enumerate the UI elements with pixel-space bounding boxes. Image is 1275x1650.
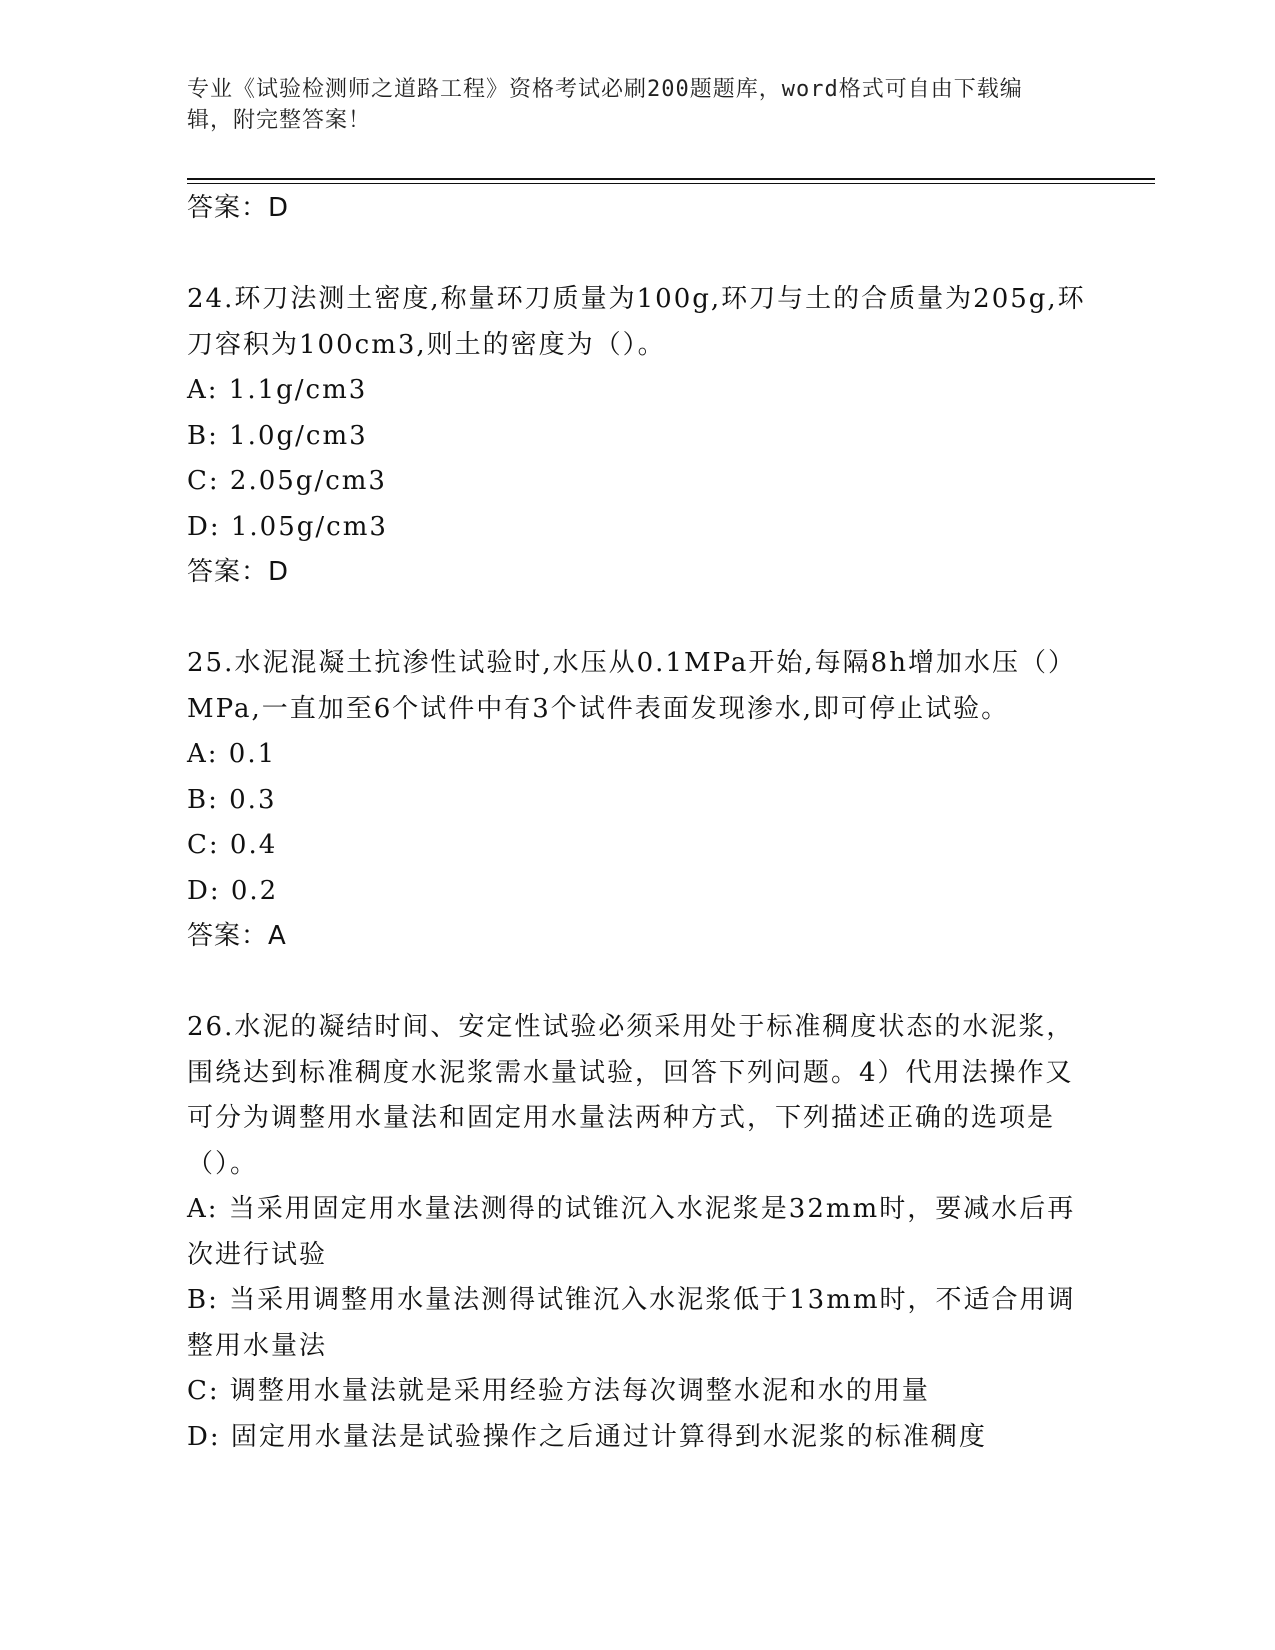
option-d: D: 1.05g/cm3 [187,511,388,542]
option-b: B: 0.3 [187,784,277,815]
question-text: 25.水泥混凝土抗渗性试验时,水压从0.1MPa开始,每隔8h增加水压（）MPa,一直加至6个试件中有3个试件表面发现渗水,即可停止试验。 [187,648,1076,724]
question-list [187,186,1087,1460]
option-c: C: 0.4 [187,830,278,860]
option-c: C: 调整用水量法就是采用经验方法每次调整水泥和水的用量 [187,1376,930,1406]
option-b: B: 当采用调整用水量法测得试锥沉入水泥浆低于13mm时，不适合用调整用水量法 [187,1285,1076,1361]
answer-label: 答案：D [187,557,290,587]
question-24 [187,277,1087,596]
question-26 [187,1005,1087,1460]
option-a: A: 0.1 [187,739,277,769]
header-divider [187,178,1155,180]
option-d: D: 固定用水量法是试验操作之后通过计算得到水泥浆的标准稠度 [187,1421,987,1452]
previous-answer: 答案：D [187,193,290,223]
header-divider-thin [187,183,1155,184]
option-c: C: 2.05g/cm3 [187,466,387,496]
page-header: 专业《试验检测师之道路工程》资格考试必刷200题题库，word格式可自由下载编辑，附完整答案！ [187,77,1023,133]
option-b: B: 1.0g/cm3 [187,420,368,451]
question-text: 26.水泥的凝结时间、安定性试验必须采用处于标准稠度状态的水泥浆，围绕达到标准稠度水泥浆需水量试验，回答下列问题。4）代用法操作又可分为调整用水量法和固定用水量法两种方式，下列描述正确的选项是（）。 [187,1012,1075,1179]
option-d: D: 0.2 [187,875,279,906]
option-a: A: 当采用固定用水量法测得的试锥沉入水泥浆是32mm时，要减水后再次进行试验 [187,1194,1076,1270]
question-25 [187,641,1087,960]
option-a: A: 1.1g/cm3 [187,375,368,405]
answer-label: 答案：A [187,921,287,951]
question-text: 24.环刀法测土密度,称量环刀质量为100g,环刀与土的合质量为205g,环刀容积为100cm3,则土的密度为（）。 [187,284,1086,360]
